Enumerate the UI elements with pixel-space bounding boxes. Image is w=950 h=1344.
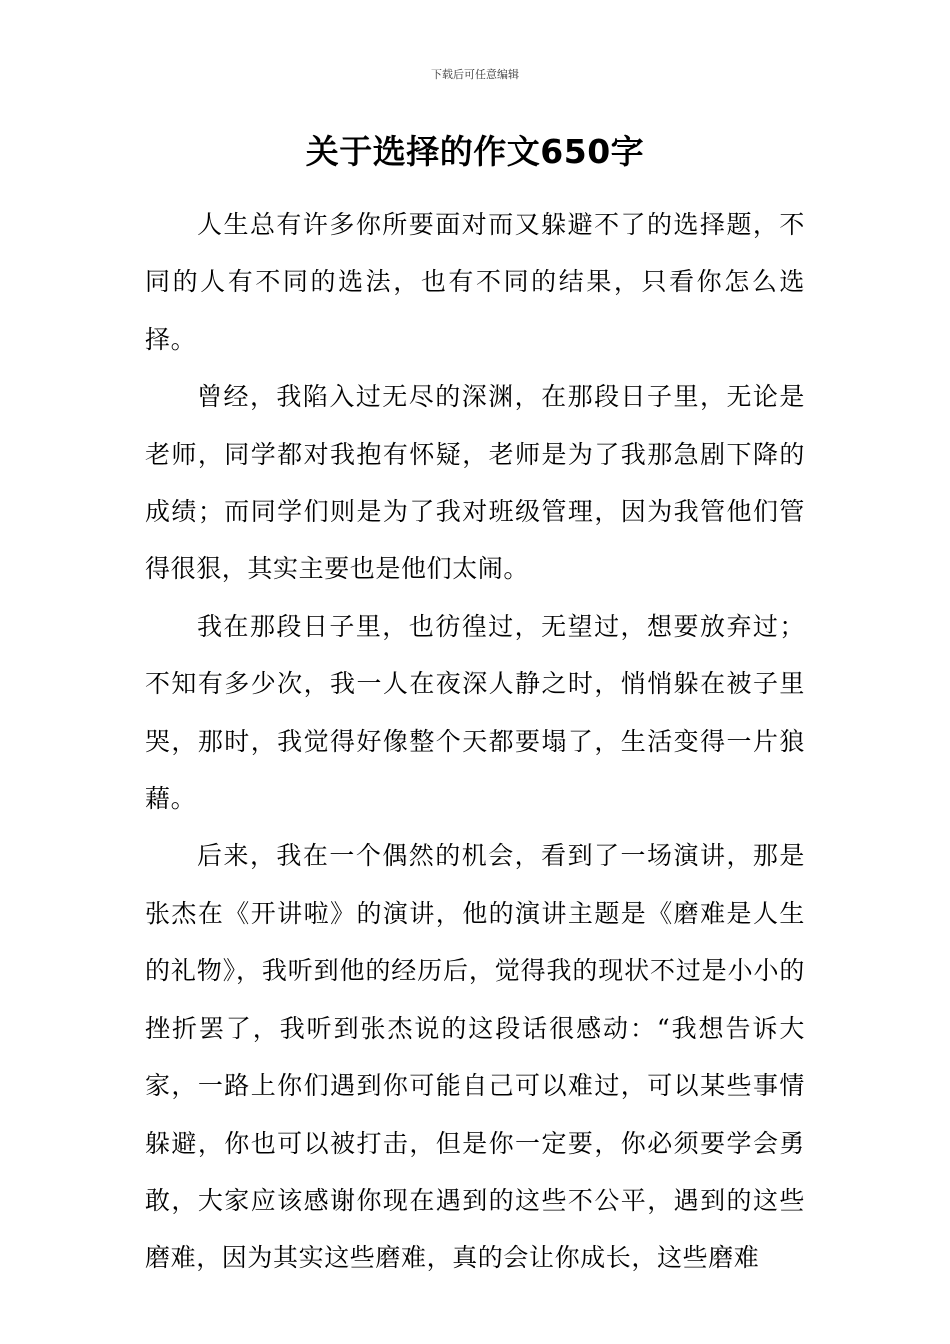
paragraph-2: 曾经，我陷入过无尽的深渊，在那段日子里，无论是老师，同学都对我抱有怀疑，老师是为了我那急剧下降的成绩；而同学们则是为了我对班级管理，因为我管他们管得很狠，其实主要也是他们太闹。: [145, 382, 805, 584]
paragraph-1: 人生总有许多你所要面对而又躲避不了的选择题，不同的人有不同的选法，也有不同的结果，只看你怎么选择。: [145, 210, 805, 354]
paragraph-3: 我在那段日子里，也彷徨过，无望过，想要放弃过；不知有多少次，我一人在夜深人静之时，悄悄躲在被子里哭，那时，我觉得好像整个天都要塌了，生活变得一片狼藉。: [145, 611, 805, 814]
paragraph-4: 后来，我在一个偶然的机会，看到了一场演讲，那是张杰在《开讲啦》的演讲，他的演讲主题是《磨难是人生的礼物》，我听到他的经历后，觉得我的现状不过是小小的挫折罢了，我听到张杰说的这段话很感动：“我想告诉大家，一路上你们遇到你可能自己可以难过，可以某些事情躲避，你也可以被打击，但是你一定要，你必须要学会勇敢，大家应该感谢你现在遇到的这些不公平，遇到的这些磨难，因为其实这些磨难，真的会让你成长，这些磨难: [145, 841, 805, 1273]
page-title: 关于选择的作文650字: [305, 132, 645, 171]
header-note: 下载后可任意编辑: [431, 68, 519, 81]
essay-body: [145, 196, 805, 1287]
